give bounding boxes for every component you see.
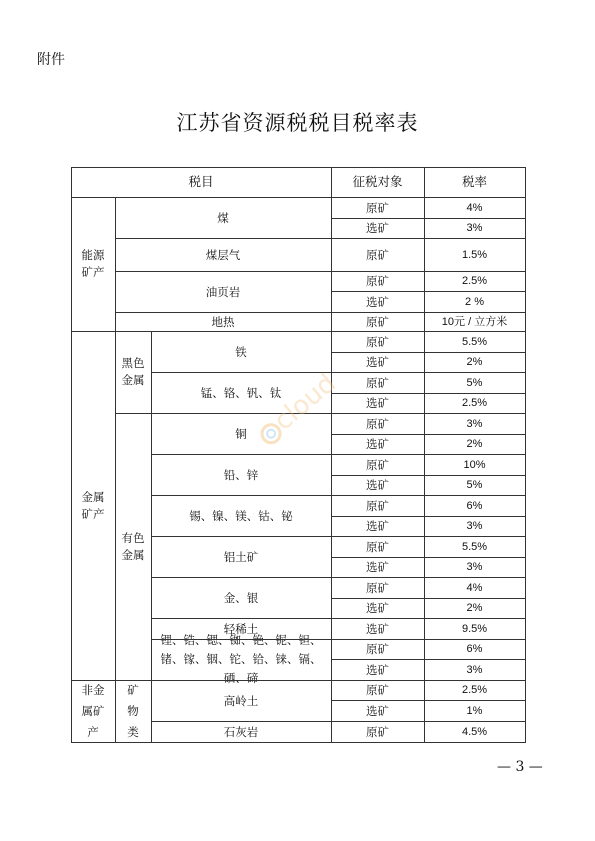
object-cell: 选矿 xyxy=(366,396,389,410)
object-cell: 原矿 xyxy=(366,274,389,288)
rate-cell: 2 % xyxy=(465,295,484,308)
page-title: 江苏省资源税税目税率表 xyxy=(176,111,419,135)
object-cell: 选矿 xyxy=(366,437,389,451)
object-cell: 原矿 xyxy=(366,580,389,595)
table-grid-lines xyxy=(71,167,526,743)
object-cell: 选矿 xyxy=(366,519,389,533)
rate-cell: 10% xyxy=(463,458,486,471)
rate-cell: 6% xyxy=(466,499,483,512)
rate-cell: 3% xyxy=(466,520,483,532)
rate-cell: 2.5% xyxy=(461,684,488,696)
rate-cell: 1.5% xyxy=(461,248,488,261)
item-geothermal: 地热 xyxy=(211,314,235,329)
item-coalbed-gas: 煤层气 xyxy=(205,247,241,262)
header-item: 税目 xyxy=(188,174,214,189)
group-nonferrous-label: 有色金属 xyxy=(121,530,145,562)
group-nonmetal-label: 非金属矿产 xyxy=(81,682,105,739)
rate-cell: 2.5% xyxy=(461,397,488,409)
item-lead-zinc: 铅、锌 xyxy=(223,467,259,482)
header-object: 征税对象 xyxy=(352,174,403,189)
item-copper: 铜 xyxy=(235,426,247,441)
object-cell: 原矿 xyxy=(366,200,389,215)
rate-cell: 4% xyxy=(466,201,483,214)
object-cell: 选矿 xyxy=(366,621,389,636)
rate-cell: 3% xyxy=(466,663,483,676)
rate-cell: 4% xyxy=(466,581,483,594)
rate-cell: 3% xyxy=(466,417,483,430)
rate-cell: 2% xyxy=(466,438,483,450)
object-cell: 选矿 xyxy=(366,560,389,574)
item-iron: 铁 xyxy=(235,344,247,359)
object-cell: 选矿 xyxy=(366,478,389,492)
item-rare-metals: 锂、锆、锶、铷、铯、铌、钽、锗、镓、铟、铊、铪、铼、镉、硒、碲 xyxy=(160,633,322,685)
object-cell: 选矿 xyxy=(366,294,389,309)
rate-cell: 5% xyxy=(466,479,483,491)
item-gold-silver: 金、银 xyxy=(223,590,259,605)
item-oil-shale: 油页岩 xyxy=(205,284,241,299)
rate-cell: 1% xyxy=(466,704,483,717)
rate-cell: 3% xyxy=(466,222,483,234)
object-cell: 选矿 xyxy=(366,703,389,718)
item-coal: 煤 xyxy=(217,210,229,225)
object-cell: 原矿 xyxy=(366,683,389,697)
object-cell: 原矿 xyxy=(366,334,389,349)
group-mineral-label: 矿物类 xyxy=(127,682,139,739)
item-mn-cr-v-ti: 锰、铬、钒、钛 xyxy=(200,385,282,400)
rate-cell: 3% xyxy=(466,561,483,573)
object-cell: 原矿 xyxy=(366,457,389,472)
object-cell: 原矿 xyxy=(366,724,389,739)
header-rate: 税率 xyxy=(461,174,487,189)
object-cell: 选矿 xyxy=(366,662,389,677)
item-bauxite: 铝土矿 xyxy=(223,549,259,564)
rate-cell: 6% xyxy=(466,643,483,655)
object-cell: 原矿 xyxy=(366,539,389,554)
group-ferrous-label: 黑色金属 xyxy=(121,356,145,387)
page-number: — 3 — xyxy=(497,759,543,775)
object-cell: 原矿 xyxy=(366,247,389,262)
rate-cell: 2% xyxy=(466,602,483,614)
watermark-text: cloud xyxy=(268,368,342,437)
item-tin-ni-mg-co-bi: 锡、镍、镁、钴、铋 xyxy=(189,508,293,523)
rate-cell: 9.5% xyxy=(461,622,488,635)
item-kaolin: 高岭土 xyxy=(223,693,259,708)
object-cell: 原矿 xyxy=(366,416,389,431)
object-cell: 原矿 xyxy=(366,314,389,329)
group-metal-label: 金属矿产 xyxy=(81,489,105,521)
object-cell: 原矿 xyxy=(366,375,389,390)
object-cell: 选矿 xyxy=(366,221,389,235)
item-light-ree: 轻稀土 xyxy=(223,621,259,636)
rate-cell: 5.5% xyxy=(461,335,488,348)
item-limestone: 石灰岩 xyxy=(223,724,259,739)
rate-cell: 5.5% xyxy=(461,540,488,553)
object-cell: 选矿 xyxy=(366,601,389,615)
rate-cell: 10元 / 立方米 xyxy=(441,315,508,328)
group-energy-label: 能源矿产 xyxy=(81,248,105,279)
rate-cell: 5% xyxy=(466,376,483,389)
rate-cell: 2% xyxy=(466,356,483,368)
object-cell: 原矿 xyxy=(366,642,389,656)
object-cell: 原矿 xyxy=(366,498,389,513)
attachment-label: 附件 xyxy=(37,52,65,68)
rate-cell: 2.5% xyxy=(461,275,488,287)
object-cell: 选矿 xyxy=(366,355,389,369)
rate-cell: 4.5% xyxy=(461,725,488,738)
